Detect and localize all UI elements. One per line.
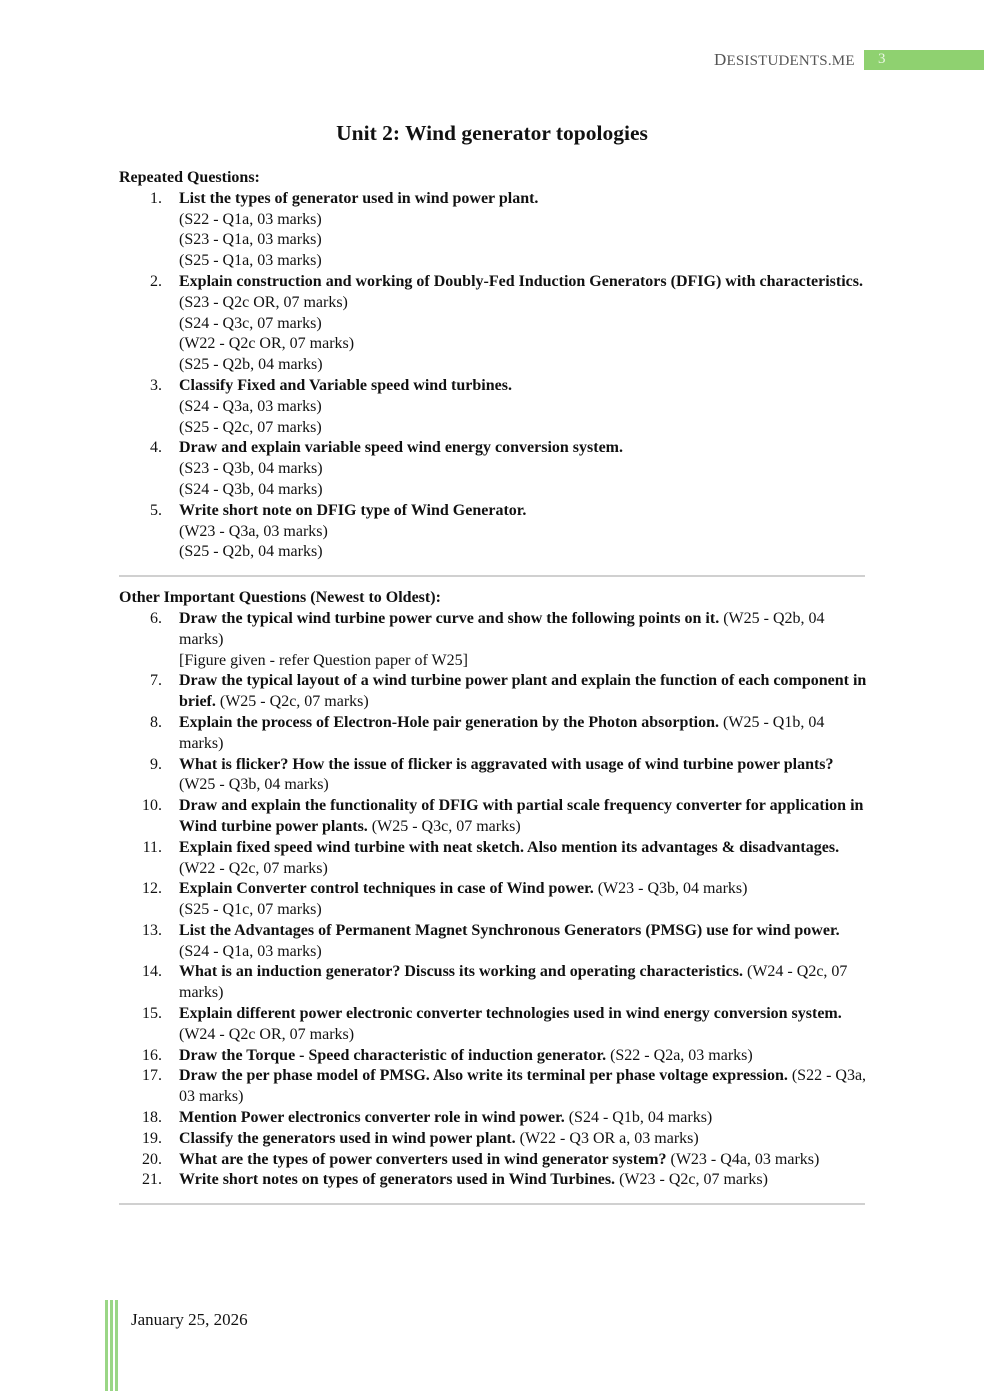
repeated-questions-list (119, 189, 869, 563)
item-number: 2. (150, 272, 162, 290)
section-divider (119, 1203, 865, 1205)
question-text: List the Advantages of Permanent Magnet Synchronous Generators (PMSG) use for wind power. (179, 921, 840, 939)
question-ref: (S23 - Q2c OR, 07 marks) (179, 293, 348, 311)
question-ref: (S24 - Q3c, 07 marks) (179, 314, 322, 332)
list-item (119, 501, 869, 563)
question-text: Explain the process of Electron-Hole pair generation by the Photon absorption. (179, 713, 720, 731)
question-ref: (S22 - Q1a, 03 marks) (179, 210, 322, 228)
item-number: 16. (142, 1046, 162, 1064)
question-ref: (W22 - Q3 OR a, 03 marks) (519, 1129, 699, 1147)
question-ref: (W22 - Q2c OR, 07 marks) (179, 335, 355, 353)
question-ref: (S25 - Q1c, 07 marks) (179, 901, 322, 919)
item-number: 21. (142, 1171, 162, 1189)
list-item (119, 1150, 869, 1171)
list-item (119, 1170, 869, 1191)
question-text: Draw the per phase model of PMSG. Also write its terminal per phase voltage expression. (179, 1067, 788, 1085)
item-number: 15. (142, 1005, 162, 1023)
question-text: What are the types of power converters used in wind generator system? (179, 1150, 667, 1168)
site-name-rest: ESISTUDENTS.ME (726, 53, 855, 69)
list-item (119, 755, 869, 797)
item-number: 6. (150, 609, 162, 627)
item-number: 13. (142, 921, 162, 939)
question-ref: (W25 - Q2b, 04 marks) (179, 609, 825, 648)
site-name (714, 50, 855, 70)
repeated-questions-heading: Repeated Questions: (119, 169, 260, 186)
page-title: Unit 2: Wind generator topologies (336, 121, 648, 145)
question-ref: (S24 - Q1a, 03 marks) (179, 942, 322, 960)
list-item (119, 796, 869, 838)
question-ref: (S22 - Q3a, 03 marks) (179, 1067, 867, 1106)
list-item (119, 879, 869, 921)
item-number: 12. (142, 880, 162, 898)
question-text: Draw and explain the functionality of DFIG with partial scale frequency converter for application in Wind turbine power plants. (179, 797, 864, 835)
question-ref: (W25 - Q2c, 07 marks) (219, 693, 369, 711)
list-item (119, 962, 869, 1004)
question-text: Write short note on DFIG type of Wind Generator. (179, 501, 527, 519)
list-item (119, 376, 869, 438)
question-ref: (S24 - Q3a, 03 marks) (179, 397, 322, 415)
page-number-bar (864, 50, 984, 70)
document-body (119, 168, 869, 1216)
list-item (119, 671, 869, 713)
question-text: Explain construction and working of Doubly-Fed Induction Generators (DFIG) with characteristics. (179, 272, 863, 290)
list-item (119, 438, 869, 500)
footer-accent-lines (105, 1300, 119, 1391)
question-ref: (S23 - Q3b, 04 marks) (179, 460, 323, 478)
question-ref: (W25 - Q3c, 07 marks) (371, 817, 521, 835)
item-number: 7. (150, 672, 162, 690)
question-ref: (W23 - Q3b, 04 marks) (597, 880, 748, 898)
list-item (119, 1129, 869, 1150)
list-item (119, 838, 869, 880)
item-number: 18. (142, 1109, 162, 1127)
question-note: [Figure given - refer Question paper of W25] (179, 651, 468, 669)
list-item (119, 1108, 869, 1129)
item-number: 19. (142, 1129, 162, 1147)
question-ref: (S25 - Q1a, 03 marks) (179, 252, 322, 270)
item-number: 14. (142, 963, 162, 981)
question-text: Draw and explain variable speed wind energy conversion system. (179, 439, 623, 457)
question-text: Mention Power electronics converter role in wind power. (179, 1109, 565, 1127)
question-text: Classify the generators used in wind power plant. (179, 1129, 516, 1147)
list-item (119, 1046, 869, 1067)
question-ref: (S24 - Q3b, 04 marks) (179, 480, 323, 498)
question-text: Classify Fixed and Variable speed wind turbines. (179, 376, 512, 394)
section-divider (119, 575, 865, 577)
question-ref: (W24 - Q2c OR, 07 marks) (179, 1025, 355, 1043)
list-item (119, 713, 869, 755)
site-name-initial: D (714, 50, 727, 69)
item-number: 1. (150, 189, 162, 207)
question-text: Draw the typical wind turbine power curve and show the following points on it. (179, 609, 720, 627)
question-ref: (W23 - Q2c, 07 marks) (619, 1171, 768, 1189)
other-questions-list (119, 609, 869, 1191)
question-text: Explain different power electronic converter technologies used in wind energy conversion system. (179, 1005, 842, 1023)
question-text: Explain Converter control techniques in case of Wind power. (179, 880, 594, 898)
question-ref: (S25 - Q2b, 04 marks) (179, 356, 323, 374)
item-number: 10. (142, 797, 162, 815)
item-number: 9. (150, 755, 162, 773)
list-item (119, 921, 869, 963)
question-ref: (W25 - Q1b, 04 marks) (179, 713, 825, 752)
item-number: 17. (142, 1067, 162, 1085)
list-item (119, 189, 869, 272)
other-questions-heading: Other Important Questions (Newest to Oldest): (119, 589, 441, 607)
question-ref: (W22 - Q2c, 07 marks) (179, 859, 328, 877)
question-ref: (S25 - Q2b, 04 marks) (179, 543, 323, 561)
question-text: What is an induction generator? Discuss its working and operating characteristics. (179, 963, 743, 981)
page-number: 3 (878, 51, 886, 67)
question-text: List the types of generator used in wind power plant. (179, 189, 539, 207)
question-text: What is flicker? How the issue of flicker is aggravated with usage of wind turbine power plants? (179, 755, 834, 773)
question-text: Explain fixed speed wind turbine with neat sketch. Also mention its advantages & disadvantages. (179, 838, 840, 856)
question-ref: (W23 - Q3a, 03 marks) (179, 522, 328, 540)
item-number: 3. (150, 376, 162, 394)
question-ref: (S23 - Q1a, 03 marks) (179, 231, 322, 249)
question-ref: (W24 - Q2c, 07 marks) (179, 963, 848, 1002)
item-number: 11. (142, 838, 162, 856)
footer-date: January 25, 2026 (131, 1310, 248, 1329)
question-ref: (S22 - Q2a, 03 marks) (610, 1046, 753, 1064)
list-item (119, 1004, 869, 1046)
item-number: 5. (150, 501, 162, 519)
item-number: 4. (150, 439, 162, 457)
question-ref: (W25 - Q3b, 04 marks) (179, 776, 329, 794)
list-item (119, 609, 869, 671)
list-item (119, 272, 869, 376)
item-number: 20. (142, 1150, 162, 1168)
question-ref: (S25 - Q2c, 07 marks) (179, 418, 322, 436)
item-number: 8. (150, 713, 162, 731)
question-text: Write short notes on types of generators used in Wind Turbines. (179, 1171, 616, 1189)
question-ref: (W23 - Q4a, 03 marks) (670, 1150, 820, 1168)
question-ref: (S24 - Q1b, 04 marks) (568, 1109, 713, 1127)
question-text: Draw the Torque - Speed characteristic of induction generator. (179, 1046, 607, 1064)
question-text: Draw the typical layout of a wind turbine power plant and explain the function of each component in brief. (179, 672, 867, 711)
list-item (119, 1066, 869, 1108)
